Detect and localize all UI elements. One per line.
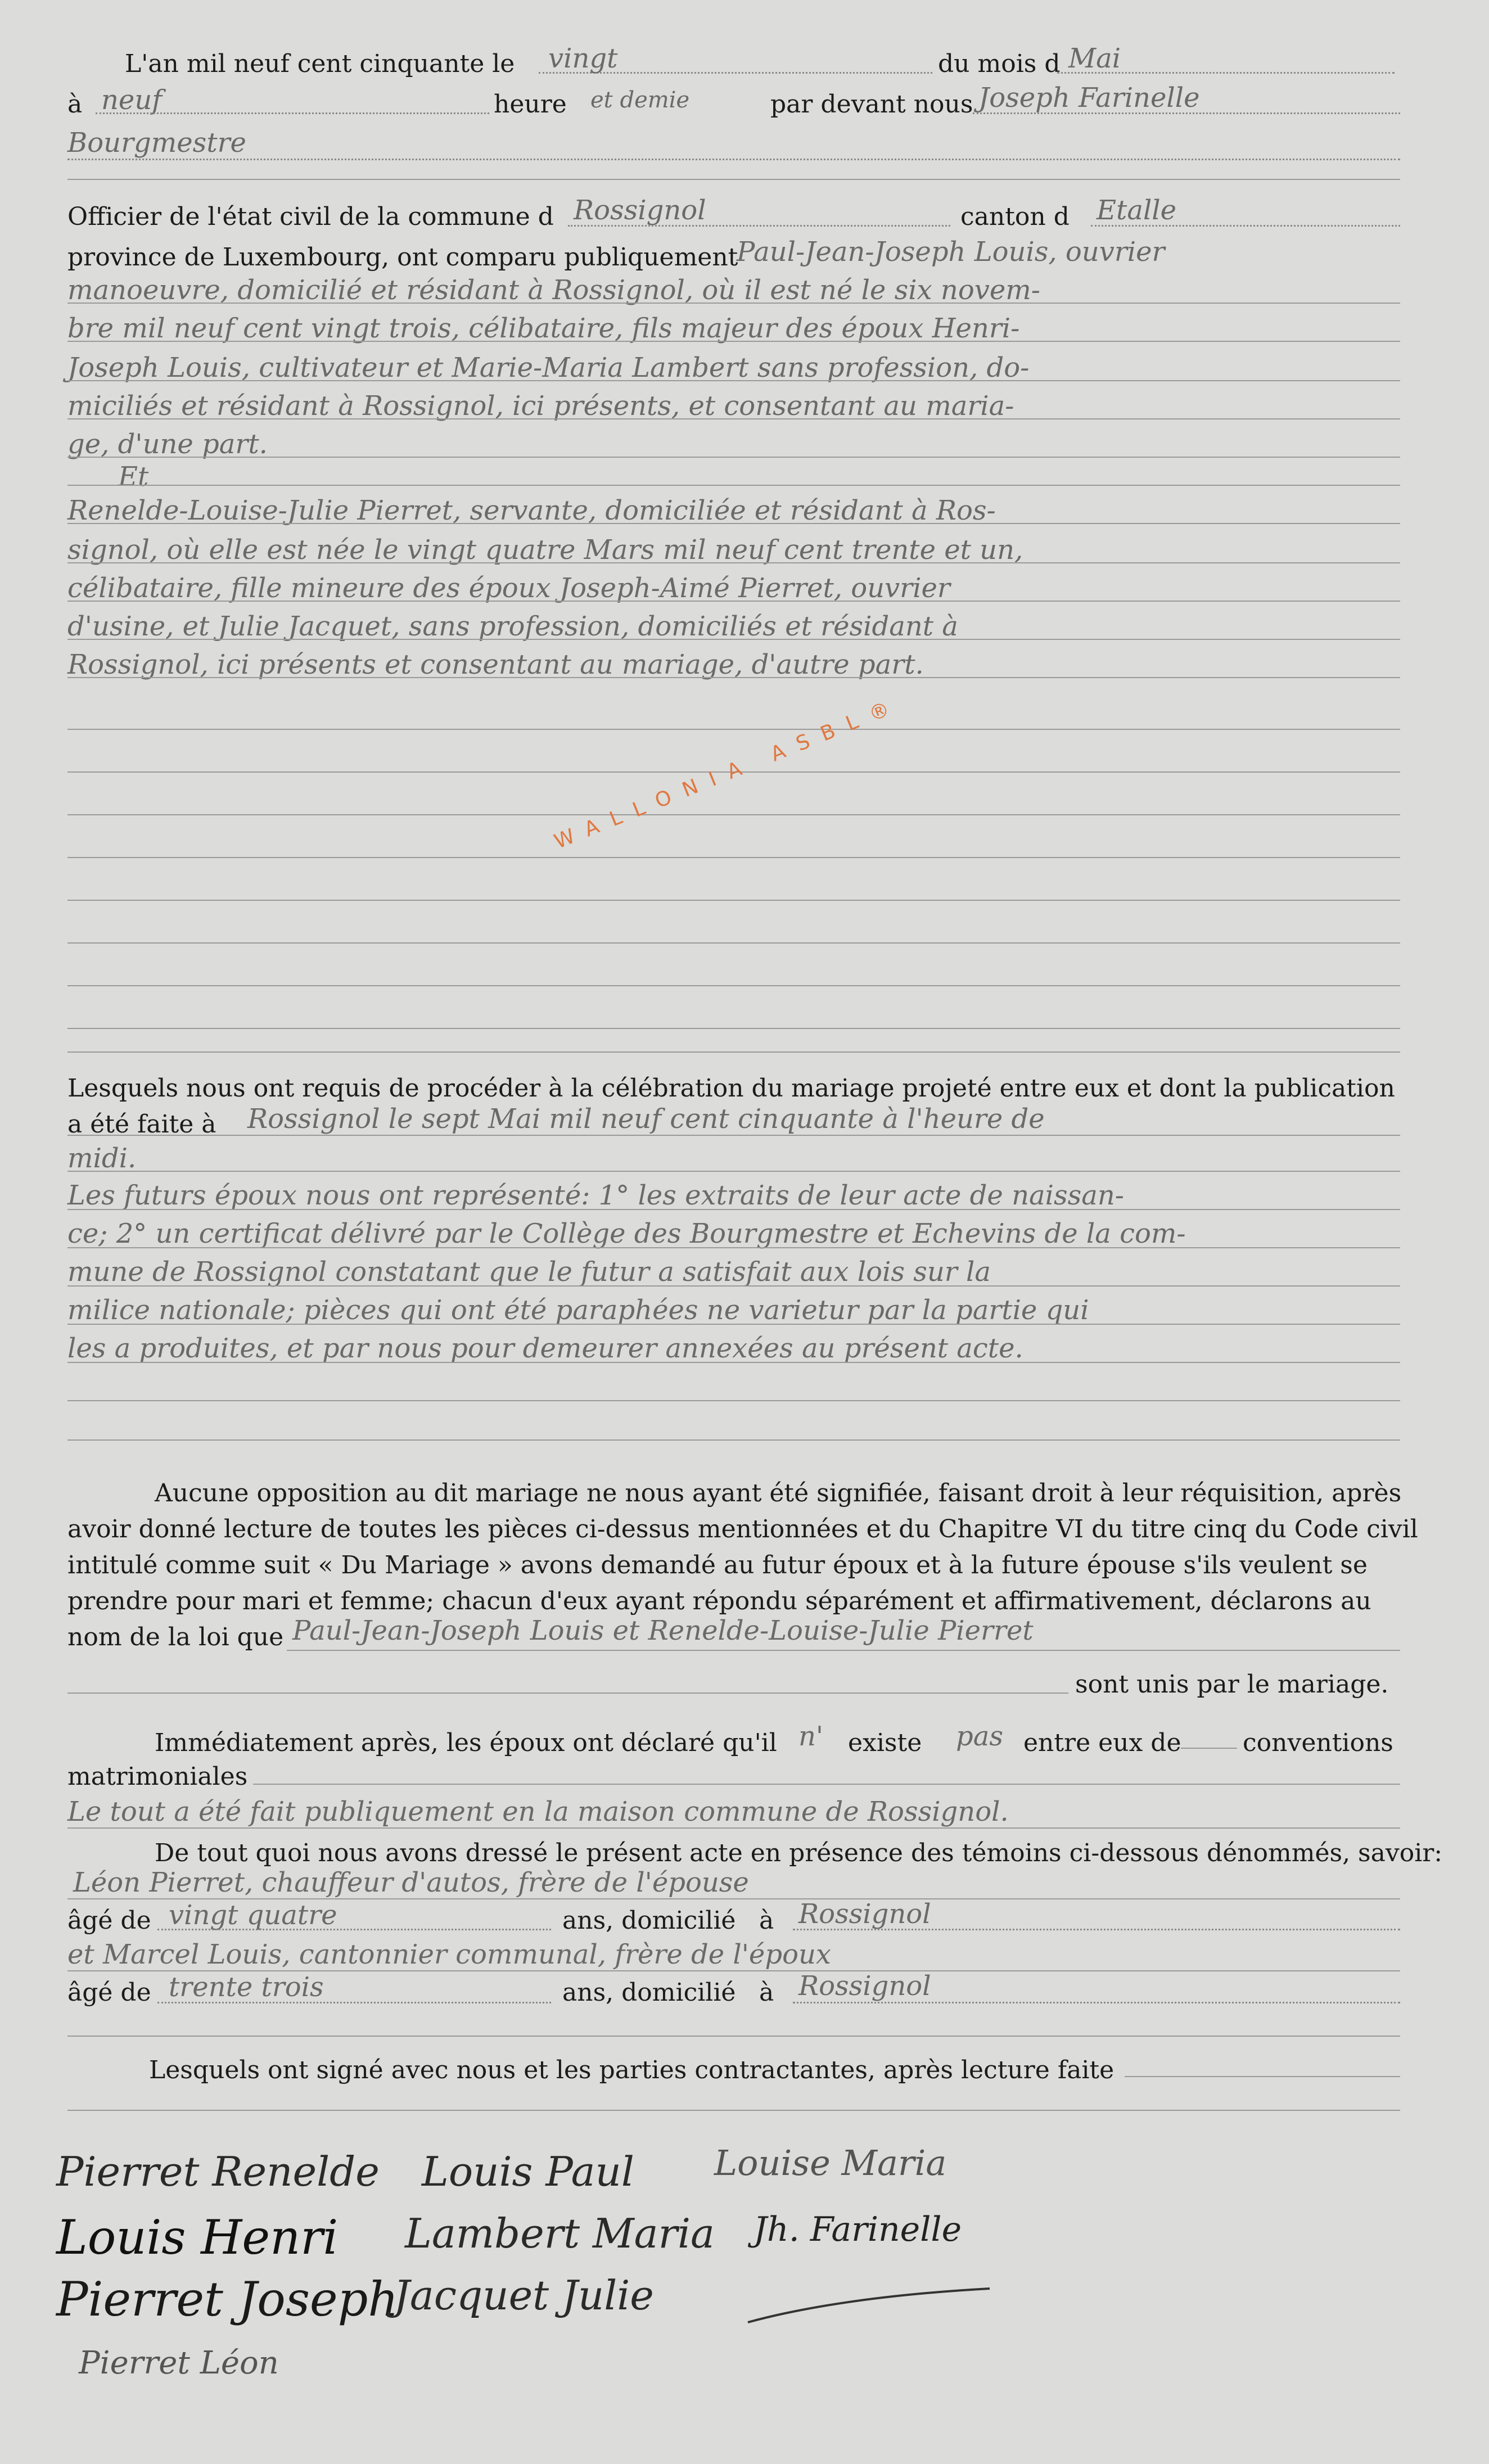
rule [67, 729, 1400, 730]
rule [67, 485, 1400, 486]
rule [67, 457, 1400, 458]
and-handwritten: Et [118, 461, 149, 493]
month-handwritten: Mai [1068, 43, 1121, 74]
groom-line-4: Joseph Louis, cultivateur et Marie-Maria Lambert sans profession, do- [67, 352, 1030, 383]
opposition-line-3: intitulé comme suit « Du Mariage » avons demandé au futur époux et à la future épouse s'ils veulent se [67, 1551, 1368, 1580]
rule [253, 1784, 1400, 1785]
public-statement-handwritten: Le tout a été fait publiquement en la maison commune de Rossignol. [67, 1796, 1009, 1827]
bride-line-2: signol, où elle est née le vingt quatre Mars mil neuf cent trente et un, [67, 534, 1023, 566]
matrimonial-label: matrimoniales [67, 1762, 248, 1791]
groom-line-2: manoeuvre, domicilié et résidant à Rossignol, où il est né le six novem- [67, 274, 1040, 306]
rule [67, 814, 1400, 815]
signature-julie-jacquet: Jacquet Julie [394, 2272, 654, 2319]
watermark: WALLONIA ASBL® [551, 692, 906, 854]
rule [1125, 2076, 1400, 2077]
rule [67, 1324, 1400, 1325]
spouses-names-handwritten: Paul-Jean-Joseph Louis et Renelde-Louise-Julie Pierret [292, 1615, 1034, 1646]
documents-line-5: les a produites, et par nous pour demeurer annexées au présent acte. [67, 1333, 1023, 1364]
rule [67, 1285, 1400, 1287]
before-us-label: par devant nous [770, 90, 973, 119]
rule [67, 2036, 1400, 2037]
rule [67, 2110, 1400, 2111]
fill-line [157, 1929, 551, 1930]
publication-handwritten-2: midi. [67, 1143, 137, 1174]
fill-line [568, 225, 950, 227]
fill-line [793, 2002, 1400, 2003]
witness-1-age-label: âgé de [67, 1906, 151, 1935]
rule [67, 1439, 1400, 1441]
rule [67, 179, 1400, 180]
groom-line-5: miciliés et résidant à Rossignol, ici présents, et consentant au maria- [67, 390, 1014, 422]
rule [67, 1827, 1400, 1829]
officer-name-handwritten: Joseph Farinelle [978, 82, 1200, 114]
exists-label: existe [848, 1729, 922, 1757]
signature-paul-louis: Louis Paul [422, 2148, 634, 2195]
united-text: sont unis par le mariage. [1075, 1670, 1389, 1699]
documents-line-4: milice nationale; pièces qui ont été paraphées ne varietur par la partie qui [67, 1294, 1089, 1326]
documents-line-1: Les futurs époux nous ont représenté: 1° les extraits de leur acte de naissan- [67, 1180, 1124, 1211]
canton-handwritten: Etalle [1097, 195, 1177, 226]
rule [67, 1028, 1400, 1029]
witness-2-domicile-label: ans, domicilié [562, 1978, 736, 2007]
witness-1-handwritten: Léon Pierret, chauffeur d'autos, frère de l'épouse [73, 1867, 749, 1898]
opposition-line-1: Aucune opposition au dit mariage ne nous ayant été signifiée, faisant droit à leur réquisition, après [155, 1479, 1402, 1508]
witness-1-age-handwritten: vingt quatre [169, 1899, 337, 1931]
rule [67, 677, 1400, 678]
commune-handwritten: Rossignol [574, 195, 706, 226]
fill-line [96, 112, 489, 114]
day-handwritten: vingt [548, 43, 618, 74]
rule [67, 639, 1400, 640]
not-handwritten: pas [956, 1721, 1003, 1752]
conventions-label: conventions [1243, 1729, 1393, 1757]
signature-maria-lambert: Lambert Maria [405, 2210, 715, 2257]
officer-title-handwritten: Bourgmestre [67, 127, 246, 159]
fill-line [67, 159, 1400, 160]
signature-leon-pierret: Pierret Léon [79, 2345, 279, 2381]
negation-handwritten: n' [798, 1721, 824, 1752]
signed-text: Lesquels ont signé avec nous et les parties contractantes, après lecture faite [149, 2056, 1115, 2084]
opposition-line-2: avoir donné lecture de toutes les pièces ci-dessus mentionnées et du Chapitre VI du titre cinq du Code civil [67, 1515, 1418, 1544]
bride-line-5: Rossignol, ici présents et consentant au mariage, d'autre part. [67, 649, 924, 680]
after-text: Immédiatement après, les époux ont déclaré qu'il [155, 1729, 777, 1757]
witness-1-domicile-handwritten: Rossignol [798, 1898, 931, 1930]
signature-officer-farinelle: Jh. Farinelle [753, 2210, 962, 2249]
rule [67, 523, 1400, 524]
publication-place-label: a été faite à [67, 1110, 216, 1139]
documents-line-3: mune de Rossignol constatant que le futur a satisfait aux lois sur la [67, 1256, 991, 1288]
signature-joseph-pierret: Pierret Joseph [56, 2272, 399, 2327]
groom-line-6: ge, d'une part. [67, 428, 268, 460]
rule [287, 1650, 1400, 1651]
bride-line-3: célibataire, fille mineure des époux Joseph-Aimé Pierret, ouvrier [67, 572, 950, 604]
witness-1-domicile-label: ans, domicilié [562, 1906, 736, 1935]
rule [67, 942, 1400, 944]
rule [67, 1400, 1400, 1401]
signature-renelde-pierret: Pierret Renelde [56, 2148, 380, 2195]
opposition-line-5: nom de la loi que [67, 1623, 284, 1651]
rule [67, 562, 1400, 563]
rule [67, 1209, 1400, 1210]
rule [67, 857, 1400, 858]
signature-louise-maria: Louise Maria [714, 2142, 947, 2183]
officer-label: Officier de l'état civil de la commune d [67, 202, 554, 231]
witness-2-domicile-handwritten: Rossignol [798, 1970, 931, 2002]
rule [1181, 1748, 1237, 1749]
groom-line-3: bre mil neuf cent vingt trois, célibataire, fils majeur des époux Henri- [67, 313, 1020, 344]
bride-line-1: Renelde-Louise-Julie Pierret, servante, domiciliée et résidant à Ros- [67, 495, 996, 526]
bride-line-4: d'usine, et Julie Jacquet, sans profession, domiciliés et résidant à [67, 611, 958, 642]
rule [67, 1247, 1400, 1248]
rule [67, 418, 1400, 419]
witness-2-at-label: à [759, 1978, 774, 2007]
rule [67, 1693, 1068, 1694]
signature-henri-louis: Louis Henri [56, 2210, 339, 2265]
month-label: du mois d [938, 49, 1061, 78]
witnesses-text: De tout quoi nous avons dressé le présent acte en présence des témoins ci-dessous dénommés, savoir: [155, 1839, 1443, 1867]
rule [67, 1171, 1400, 1172]
witness-2-age-handwritten: trente trois [169, 1971, 324, 2003]
rule [67, 341, 1400, 342]
hour-label: heure [494, 90, 567, 119]
hour-suffix-handwritten: et demie [590, 87, 690, 113]
rule [67, 380, 1400, 381]
opposition-line-4: prendre pour mari et femme; chacun d'eux ayant répondu séparément et affirmativement, déclarons au [67, 1587, 1371, 1615]
rule [67, 1135, 1400, 1136]
fill-line [1091, 225, 1400, 227]
signature-flourish [742, 2283, 1001, 2334]
rule [67, 1052, 1400, 1053]
fill-line [1057, 72, 1395, 74]
witness-2-age-label: âgé de [67, 1978, 151, 2007]
fill-line [793, 1929, 1400, 1930]
rule [67, 303, 1400, 304]
publication-handwritten-1: Rossignol le sept Mai mil neuf cent cinquante à l'heure de [247, 1103, 1045, 1135]
rule [67, 985, 1400, 986]
witness-1-at-label: à [759, 1906, 774, 1935]
fill-line [973, 112, 1400, 114]
rule [67, 601, 1400, 602]
rule [67, 1362, 1400, 1363]
documents-line-2: ce; 2° un certificat délivré par le Collège des Bourgmestre et Echevins de la com- [67, 1218, 1186, 1249]
hour-prefix: à [67, 90, 83, 119]
intro-text: L'an mil neuf cent cinquante le [125, 49, 515, 78]
groom-line-1: Paul-Jean-Joseph Louis, ouvrier [737, 236, 1165, 268]
rule [67, 900, 1400, 901]
fill-line [157, 2002, 551, 2003]
hour-handwritten: neuf [101, 84, 162, 116]
province-text: province de Luxembourg, ont comparu publiquement [67, 243, 738, 272]
between-label: entre eux de [1023, 1729, 1181, 1757]
canton-label: canton d [960, 202, 1070, 231]
witness-2-handwritten: et Marcel Louis, cantonnier communal, frère de l'époux [67, 1939, 831, 1970]
publication-text: Lesquels nous ont requis de procéder à la célébration du mariage projeté entre eux et dont la publication [67, 1074, 1395, 1103]
